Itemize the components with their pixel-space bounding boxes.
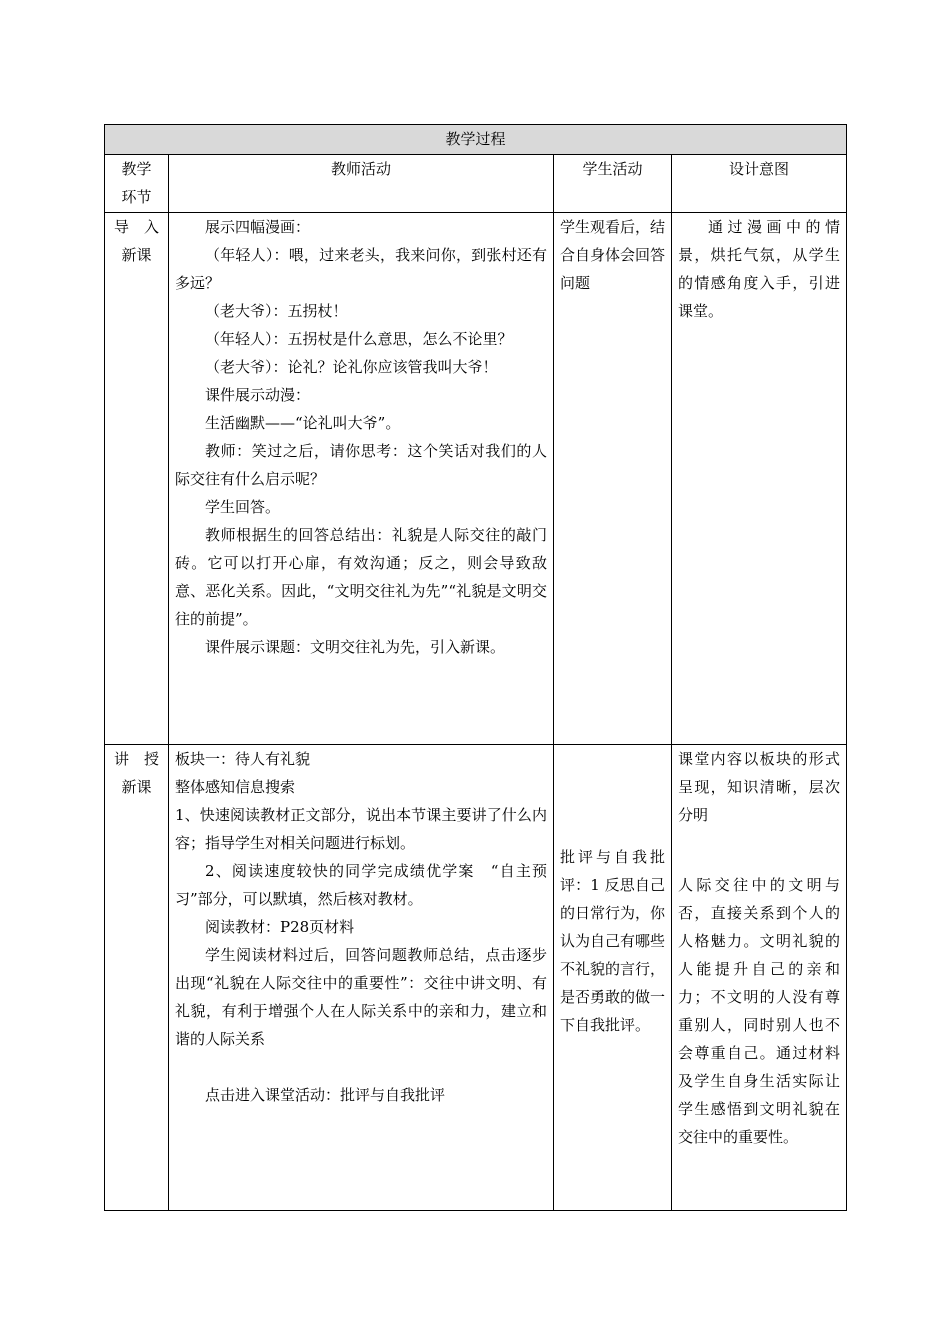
paragraph: 生活幽默——“论礼叫大爷”。 (205, 414, 401, 432)
teacher-activity-lecture (169, 745, 554, 1211)
paragraph: 整体感知信息搜索 (175, 778, 296, 796)
paragraph: 展示四幅漫画： (205, 218, 311, 236)
paragraph: 学生阅读材料过后，回答问题教师总结，点击逐步出现“礼貌在人际交往中的重要性”：交往中讲文明、有礼貌，有利于增强个人在人际关系中的亲和力，建立和谐的人际关系 (175, 946, 547, 1048)
paragraph: 课堂内容以板块的形式呈现，知识清晰，层次分明 (678, 750, 841, 824)
paragraph: （老大爷）：论礼？论礼你应该管我叫大爷！ (205, 358, 498, 376)
teacher-activity-intro (169, 213, 554, 745)
paragraph: （年轻人）：喂，过来老头，我来问你，到张村还有多远？ (175, 246, 547, 292)
paragraph: 课件展示课题：文明交往礼为先，引入新课。 (205, 638, 506, 656)
table-title: 教学过程 (105, 125, 847, 155)
stage-cell-lecture: 讲 授 新课 (105, 745, 169, 1211)
paragraph: （老大爷）：五拐杖！ (205, 302, 348, 320)
paragraph: 2、阅读速度较快的同学完成绩优学案 “自主预习”部分，可以默填，然后核对教材。 (175, 862, 547, 908)
design-intent-intro (672, 213, 847, 745)
paragraph: 学生观看后，结合自身体会回答问题 (560, 218, 666, 292)
header-design-intent: 设计意图 (672, 155, 847, 213)
header-teacher-activity: 教师活动 (169, 155, 554, 213)
paragraph: 批评与自我批评：1 反思自己的日常行为，你认为自己有哪些不礼貌的言行，是否勇敢的做一下自我批评。 (560, 848, 666, 1034)
table-row (105, 213, 847, 745)
paragraph: 教师：笑过之后，请你思考：这个笑话对我们的人际交往有什么启示呢？ (175, 442, 547, 488)
paragraph: 学生回答。 (205, 498, 281, 516)
header-stage: 教学 环节 (105, 155, 169, 213)
paragraph: （年轻人）：五拐杖是什么意思，怎么不论里？ (205, 330, 513, 348)
paragraph: 板块一：待人有礼貌 (175, 750, 311, 768)
table-row (105, 745, 847, 1211)
student-activity-lecture (554, 745, 672, 1211)
paragraph: 通过漫画中的情景，烘托气氛，从学生的情感角度入手，引进课堂。 (678, 218, 841, 320)
teaching-process-table (104, 124, 847, 1211)
paragraph: 教师根据生的回答总结出：礼貌是人际交往的敲门砖。它可以打开心扉，有效沟通；反之，则会导致敌意、恶化关系。因此，“文明交往礼为先”“礼貌是文明交往的前提”。 (175, 526, 547, 628)
paragraph: 点击进入课堂活动：批评与自我批评 (205, 1086, 446, 1104)
student-activity-intro (554, 213, 672, 745)
paragraph: 1、快速阅读教材正文部分，说出本节课主要讲了什么内容；指导学生对相关问题进行标划。 (175, 806, 547, 852)
paragraph: 阅读教材：P28页材料 (205, 918, 355, 936)
paragraph: 人际交往中的文明与否，直接关系到个人的人格魅力。文明礼貌的人能提升自己的亲和力；不文明的人没有尊重别人，同时别人也不会尊重自己。通过材料及学生自身生活实际让学生感悟到文明礼貌在交往中的重要性。 (678, 876, 841, 1146)
design-intent-lecture (672, 745, 847, 1211)
header-student-activity: 学生活动 (554, 155, 672, 213)
stage-cell-intro: 导 入 新课 (105, 213, 169, 745)
paragraph: 课件展示动漫： (205, 386, 311, 404)
